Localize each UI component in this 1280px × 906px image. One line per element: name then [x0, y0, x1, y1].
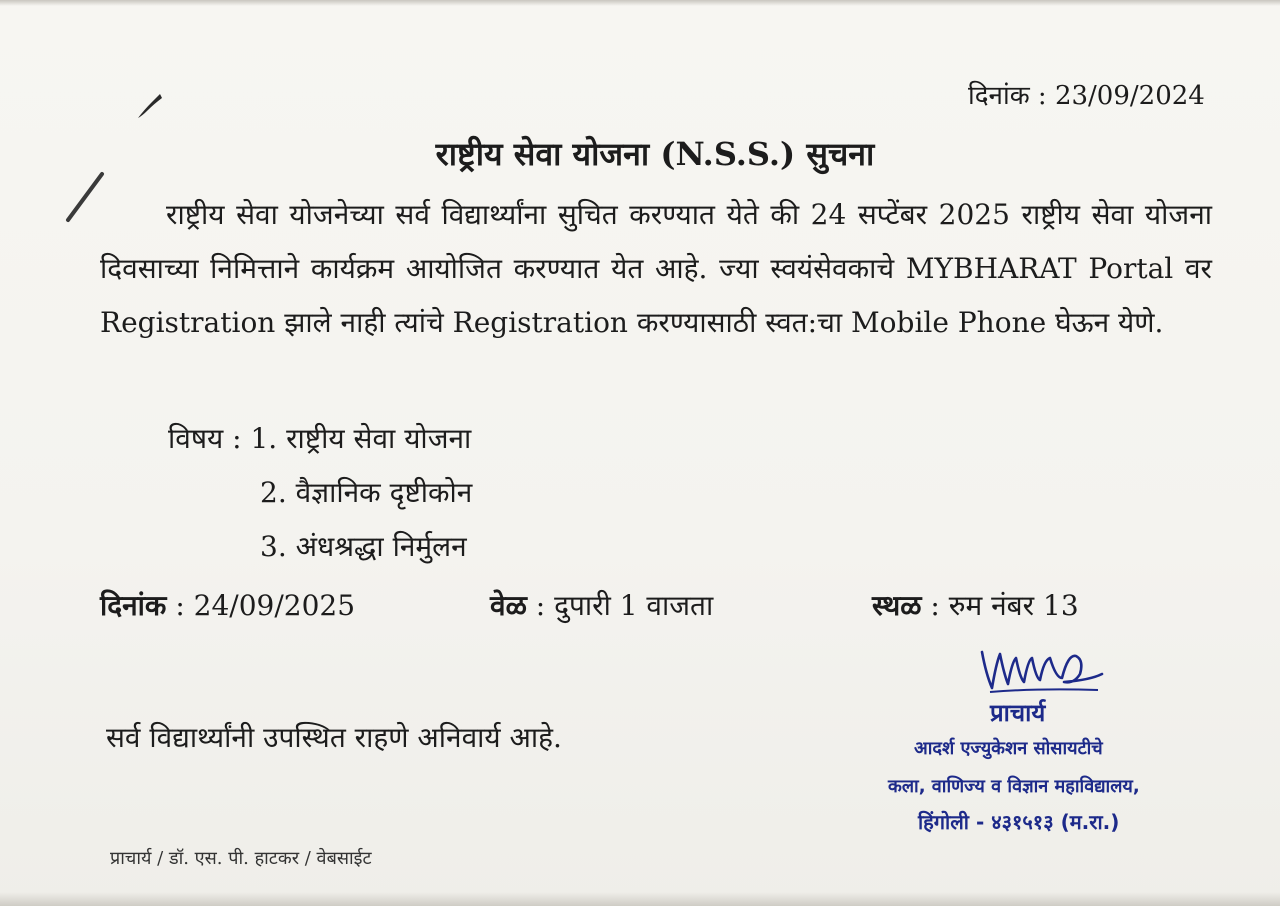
distribution-footer: प्राचार्य / डॉ. एस. पी. हाटकर / वेबसाईट	[110, 848, 372, 869]
subject-item: 3. अंधश्रद्धा निर्मुलन	[260, 530, 467, 563]
seal-society: आदर्श एज्युकेशन सोसायटीचे	[914, 738, 1103, 759]
paper-top-edge	[0, 0, 1280, 6]
paper-bottom-edge	[0, 892, 1280, 906]
event-time-value: : दुपारी 1 वाजता	[526, 589, 714, 622]
subject-row-1	[168, 412, 472, 466]
event-time	[490, 586, 713, 624]
event-place	[872, 586, 1079, 624]
issue-date: दिनांक : 23/09/2024	[968, 81, 1205, 111]
principal-signature	[978, 644, 1108, 696]
event-time-label: वेळ	[490, 589, 527, 622]
seal-college: कला, वाणिज्य व विज्ञान महाविद्यालय,	[888, 776, 1140, 797]
notice-title: राष्ट्रीय सेवा योजना (N.S.S.) सुचना	[435, 135, 875, 173]
seal-title: प्राचार्य	[990, 699, 1046, 727]
subject-label: विषय :	[168, 422, 251, 455]
attendance-note: सर्व विद्यार्थ्यांनी उपस्थित राहणे अनिवार्य आहे.	[106, 721, 562, 754]
notice-body: राष्ट्रीय सेवा योजनेच्या सर्व विद्यार्थ्यांना सुचित करण्यात येते की 24 सप्टेंबर 2025 राष्ट्रीय सेवा योजना दिवसाच्या निमित्ताने कार्यक्रम आयोजित करण्यात येत आहे. ज्या स्वयंसेवकाचे MYBHARAT Portal वर Registration झाले नाही त्यांचे Registration करण्यासाठी स्वत:चा Mobile Phone घेऊन येणे.	[100, 198, 1212, 339]
pen-mark-top	[134, 88, 166, 122]
seal-city: हिंगोली - ४३१५१३ (म.रा.)	[918, 810, 1120, 834]
event-date-value: : 24/09/2025	[166, 589, 356, 622]
event-place-value: : रुम नंबर 13	[921, 589, 1079, 622]
event-place-label: स्थळ	[872, 589, 922, 622]
subject-item: 2. वैज्ञानिक दृष्टीकोन	[260, 476, 473, 509]
event-date-label: दिनांक	[100, 589, 167, 622]
event-date	[100, 586, 355, 624]
principal-seal	[860, 640, 1180, 840]
subject-item: 1. राष्ट्रीय सेवा योजना	[250, 422, 472, 455]
subject-list	[168, 412, 472, 574]
